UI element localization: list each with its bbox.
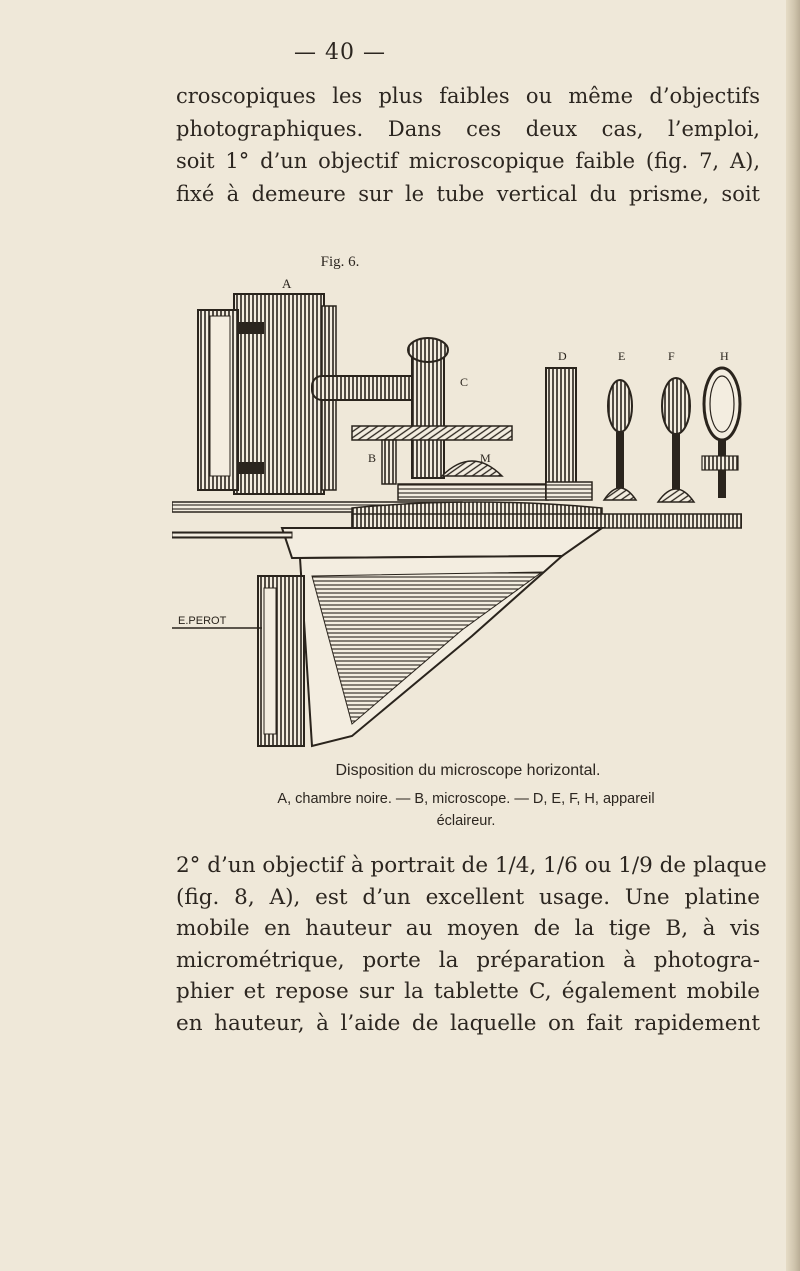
paragraph-top	[176, 80, 760, 210]
microscope	[312, 338, 548, 500]
text-line: mobile en hauteur au moyen de la tige B, à vis	[176, 916, 760, 941]
letter-d: D	[558, 349, 567, 363]
letter-a: A	[282, 276, 292, 291]
letter-c: C	[460, 375, 469, 389]
figure-label: Fig. 6.	[320, 254, 360, 270]
engraver-signature: E.PEROT	[178, 615, 227, 627]
page-number: — 40 —	[294, 40, 386, 65]
text-line: (fig. 8, A), est d’un excellent usage. Une platine	[176, 884, 760, 910]
microscope-engraving	[172, 276, 742, 756]
letter-e: E	[618, 349, 626, 363]
text-line: croscopiques les plus faibles ou même d’objectifs	[176, 84, 760, 108]
bench	[172, 502, 742, 558]
paragraph-bottom	[176, 850, 767, 1039]
wall-bracket	[172, 556, 562, 746]
text-line: soit 1° d’un objectif microscopique faible (fig. 7, A),	[176, 149, 760, 173]
letter-m: M	[480, 451, 491, 465]
figure-legend	[186, 788, 746, 832]
text-line: phier et repose sur la tablette C, également mobile	[176, 979, 760, 1004]
illuminator	[546, 349, 740, 502]
text-line: 2° d’un objectif à portrait de 1/4, 1/6 ou 1/9 de plaque	[176, 853, 767, 878]
letter-f: F	[668, 349, 675, 363]
text-line: micrométrique, porte la préparation à photogra-	[176, 947, 760, 973]
letter-b: B	[368, 451, 377, 465]
text-line: fixé à demeure sur le tube vertical du prisme, soit	[176, 181, 760, 206]
page-edge	[786, 0, 800, 1271]
letter-h: H	[720, 349, 729, 363]
legend-line: A, chambre noire. — B, microscope. — D, E, F, H, appareil	[277, 791, 655, 807]
legend-line: éclaireur.	[436, 813, 496, 829]
figure-title: Disposition du microscope horizontal.	[335, 762, 601, 779]
text-line: photographiques. Dans ces deux cas, l’emploi,	[176, 116, 760, 141]
text-line: en hauteur, à l’aide de laquelle on fait rapidement	[176, 1010, 760, 1036]
